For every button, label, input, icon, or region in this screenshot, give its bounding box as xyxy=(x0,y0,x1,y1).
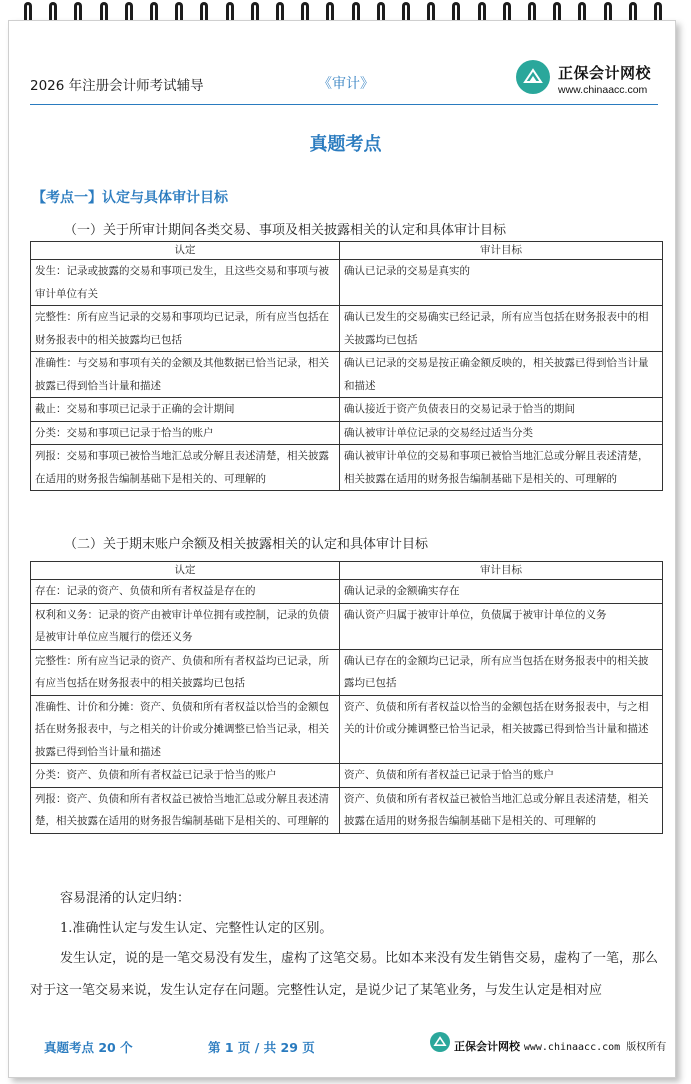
audit-objective-cell: 确认资产归属于被审计单位，负债属于被审计单位的义务 xyxy=(340,603,663,649)
audit-objective-cell: 确认被审计单位的交易和事项已被恰当地汇总或分解且表述清楚，相关披露在适用的财务报告编制基础下是相关的、可理解的 xyxy=(340,445,663,491)
table-header-row xyxy=(31,562,663,580)
audit-objective-cell: 资产、负债和所有者权益已被恰当地汇总或分解且表述清楚，相关披露在适用的财务报告编制基础下是相关的、可理解的 xyxy=(340,787,663,833)
table-row xyxy=(31,421,663,445)
page-title: 真题考点 xyxy=(309,134,382,155)
audit-objective-cell: 确认已记录的交易是按正确金额反映的，相关披露已得到恰当计量和描述 xyxy=(340,352,663,398)
page-header xyxy=(22,52,662,102)
table-row xyxy=(31,695,663,764)
brand-logo xyxy=(516,58,662,102)
assertion-cell: 分类：交易和事项已记录于恰当的账户 xyxy=(31,421,340,445)
column-header: 审计目标 xyxy=(340,242,663,260)
body-paragraph: 容易混淆的认定归纳： xyxy=(60,891,191,906)
header-title: 2026 年注册会计师考试辅导 xyxy=(30,78,204,94)
assertion-cell: 完整性：所有应当记录的交易和事项均已记录，所有应当包括在财务报表中的相关披露均已包括 xyxy=(31,306,340,352)
assertion-cell: 完整性：所有应当记录的资产、负债和所有者权益均已记录，所有应当包括在财务报表中的相关披露均已包括 xyxy=(31,649,340,695)
audit-objective-cell: 资产、负债和所有者权益已记录于恰当的账户 xyxy=(340,764,663,788)
header-subject: 《审计》 xyxy=(318,76,374,92)
audit-objective-cell: 确认记录的金额确实存在 xyxy=(340,580,663,604)
assertion-table-transactions xyxy=(30,241,663,491)
logo-name: 正保会计网校 xyxy=(558,64,652,82)
assertion-cell: 截止：交易和事项已记录于正确的会计期间 xyxy=(31,398,340,422)
header-divider xyxy=(30,104,658,105)
assertion-cell: 存在：记录的资产、负债和所有者权益是存在的 xyxy=(31,580,340,604)
body-paragraph: 1.准确性认定与发生认定、完整性认定的区别。 xyxy=(60,921,333,936)
table-row xyxy=(31,603,663,649)
audit-objective-cell: 确认被审计单位记录的交易经过适当分类 xyxy=(340,421,663,445)
table-row xyxy=(31,306,663,352)
table-row xyxy=(31,445,663,491)
table-row xyxy=(31,764,663,788)
audit-objective-cell: 确认已发生的交易确实已经记录，所有应当包括在财务报表中的相关披露均已包括 xyxy=(340,306,663,352)
page-footer xyxy=(0,1030,691,1060)
table-header-row xyxy=(31,242,663,260)
footer-logo-icon xyxy=(430,1032,450,1052)
column-header: 认定 xyxy=(31,562,340,580)
assertion-table-balances xyxy=(30,561,663,834)
logo-icon xyxy=(516,60,550,94)
footer-topic-count: 真题考点 20 个 xyxy=(44,1040,133,1055)
audit-objective-cell: 确认接近于资产负债表日的交易记录于恰当的期间 xyxy=(340,398,663,422)
assertion-cell: 列报：资产、负债和所有者权益已被恰当地汇总或分解且表述清楚，相关披露在适用的财务报告编制基础下是相关的、可理解的 xyxy=(31,787,340,833)
section-heading: 【考点一】认定与具体审计目标 xyxy=(32,190,228,206)
table-row xyxy=(31,398,663,422)
footer-url-rights: www.chinaacc.com 版权所有 xyxy=(523,1042,667,1053)
logo-url: www.chinaacc.com xyxy=(558,84,648,96)
assertion-cell: 权利和义务：记录的资产由被审计单位拥有或控制，记录的负债是被审计单位应当履行的偿还义务 xyxy=(31,603,340,649)
subsection-heading-1: （一）关于所审计期间各类交易、事项及相关披露相关的认定和具体审计目标 xyxy=(64,223,507,238)
footer-copyright xyxy=(454,1038,666,1054)
assertion-cell: 发生：记录或披露的交易和事项已发生，且这些交易和事项与被审计单位有关 xyxy=(31,260,340,306)
audit-objective-cell: 确认已记录的交易是真实的 xyxy=(340,260,663,306)
table-row xyxy=(31,787,663,833)
table-row xyxy=(31,260,663,306)
table-row xyxy=(31,580,663,604)
table-row xyxy=(31,649,663,695)
assertion-cell: 准确性：与交易和事项有关的金额及其他数据已恰当记录，相关披露已得到恰当计量和描述 xyxy=(31,352,340,398)
assertion-cell: 列报：交易和事项已被恰当地汇总或分解且表述清楚，相关披露在适用的财务报告编制基础下是相关的、可理解的 xyxy=(31,445,340,491)
table-row xyxy=(31,352,663,398)
subsection-heading-2: （二）关于期末账户余额及相关披露相关的认定和具体审计目标 xyxy=(64,537,429,552)
audit-objective-cell: 资产、负债和所有者权益以恰当的金额包括在财务报表中，与之相关的计价或分摊调整已恰当记录，相关披露已得到恰当计量和描述 xyxy=(340,695,663,764)
column-header: 认定 xyxy=(31,242,340,260)
column-header: 审计目标 xyxy=(340,562,663,580)
body-paragraph: 发生认定，说的是一笔交易没有发生，虚构了这笔交易。比如本来没有发生销售交易，虚构了一笔，那么对于这一笔交易来说，发生认定存在问题。完整性认定，是说少记了某笔业务，与发生认定是相对应 xyxy=(30,951,659,998)
audit-objective-cell: 确认已存在的金额均已记录，所有应当包括在财务报表中的相关披露均已包括 xyxy=(340,649,663,695)
assertion-cell: 准确性、计价和分摊：资产、负债和所有者权益以恰当的金额包括在财务报表中，与之相关的计价或分摊调整已恰当记录，相关披露已得到恰当计量和描述 xyxy=(31,695,340,764)
page-indicator: 第 1 页 / 共 29 页 xyxy=(208,1040,315,1055)
footer-brand: 正保会计网校 xyxy=(454,1040,520,1053)
assertion-cell: 分类：资产、负债和所有者权益已记录于恰当的账户 xyxy=(31,764,340,788)
